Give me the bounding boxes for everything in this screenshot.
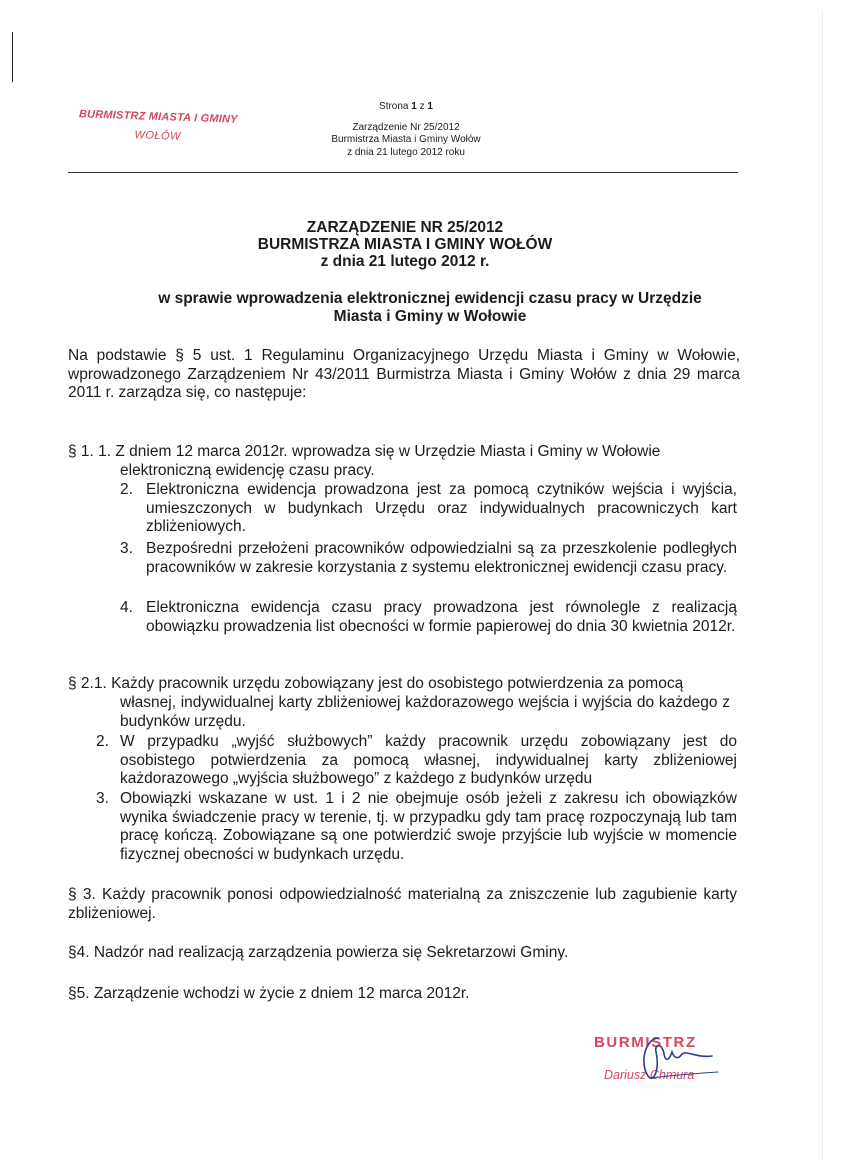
office-stamp	[57, 105, 258, 150]
section-2-point-1-rest: własnej, indywidualnej karty zbliżeniowej każdorazowego wejścia i wyjścia do każdego z budynków urzędu.	[120, 694, 730, 730]
section-1-line1	[68, 443, 748, 462]
intro-paragraph: Na podstawie § 5 ust. 1 Regulaminu Organizacyjnego Urzędu Miasta i Gminy w Wołowie, wprowadzonego Zarządzeniem Nr 43/2011 Burmistrza Miasta i Gminy Wołów z dnia 29 marca 2011 r. zarządza się, co następuje:	[68, 347, 740, 401]
section-4: §4. Nadzór nad realizacją zarządzenia powierza się Sekretarzowi Gminy.	[68, 944, 569, 961]
section-2-point-2: W przypadku „wyjść służbowych” każdy pracownik urzędu zobowiązany jest do osobistego potwierdzenia za pomocą własnej, indywidualnej karty zbliżeniowej każdorazowego „wyjścia służbowego” z każdego z budynków urzędu	[120, 733, 737, 787]
section-2-point-3-number: 3.	[96, 790, 109, 807]
page-indicator: Strona 1 z 1	[379, 101, 433, 112]
section-1-point-4-number: 4.	[120, 599, 133, 616]
section-1-point-1-line2: elektroniczną ewidencję czasu pracy.	[120, 462, 375, 479]
title-line1: ZARZĄDZENIE NR 25/2012	[306, 219, 504, 236]
header-ref-line2: Burmistrza Miasta i Gminy Wołów	[331, 134, 481, 145]
header-meta	[270, 101, 542, 159]
document-subject	[100, 290, 760, 326]
office-stamp-line2: WOŁÓW	[134, 129, 182, 143]
section-3: § 3. Każdy pracownik ponosi odpowiedzialność materialną za zniszczenie lub zagubienie karty zbliżeniowej.	[68, 886, 737, 922]
section-1-point-2-number: 2.	[120, 481, 133, 498]
subject-line2: Miasta i Gminy w Wołowie	[333, 308, 527, 325]
margin-mark	[12, 32, 13, 82]
header-ref-line1: Zarządzenie Nr 25/2012	[352, 121, 460, 133]
subject-line1: w sprawie wprowadzenia elektronicznej ewidencji czasu pracy w Urzędzie	[158, 290, 702, 307]
signature-name: Dariusz Chmura	[604, 1068, 695, 1082]
section-1-point-1-line1: Z dniem 12 marca 2012r. wprowadza się w Urzędzie Miasta i Gminy w Wołowie	[115, 443, 661, 460]
section-2-number: § 2.1.	[68, 675, 107, 692]
section-5: §5. Zarządzenie wchodzi w życie z dniem 12 marca 2012r.	[68, 985, 470, 1002]
section-1-point-3-number: 3.	[120, 540, 133, 557]
header-divider	[68, 172, 738, 173]
title-line3: z dnia 21 lutego 2012 r.	[320, 253, 490, 270]
section-2-point-3: Obowiązki wskazane w ust. 1 i 2 nie obejmuje osób jeżeli z zakresu ich obowiązków wynika świadczenie pracy w terenie, tj. w przypadku gdy tam pracę rozpoczynają lub tam pracę kończą. Zobowiązane są one potwierdzić swoje przyjście lub wyjście w momencie fizycznej obecności w budynkach urzędu.	[120, 790, 737, 863]
title-line2: BURMISTRZA MIASTA I GMINY WOŁÓW	[257, 236, 553, 253]
signature-stamp	[580, 1028, 750, 1098]
section-1-point-2: Elektroniczna ewidencja prowadzona jest za pomocą czytników wejścia i wyjścia, umieszczonych w budynkach Urzędu oraz indywidualnych pracowniczych kart zbliżeniowych.	[146, 481, 737, 535]
scan-edge	[822, 10, 823, 1160]
section-2-line1	[68, 675, 748, 694]
section-2-point-1-line1: Każdy pracownik urzędu zobowiązany jest do osobistego potwierdzenia za pomocą	[111, 675, 684, 692]
section-1-point-3: Bezpośredni przełożeni pracowników odpowiedzialni są za przeszkolenie podległych pracowników w zakresie korzystania z systemu elektronicznej ewidencji czasu pracy.	[146, 540, 737, 576]
office-stamp-line1: BURMISTRZ MIASTA I GMINY	[78, 108, 238, 126]
section-1-number: § 1. 1.	[68, 443, 112, 460]
section-1-point-4: Elektroniczna ewidencja czasu pracy prowadzona jest równolegle z realizacją obowiązku prowadzenia list obecności w formie papierowej do dnia 30 kwietnia 2012r.	[146, 599, 737, 635]
section-2-point-2-number: 2.	[96, 733, 109, 750]
header-ref-line3: z dnia 21 lutego 2012 roku	[347, 146, 465, 158]
handwritten-signature	[600, 1028, 730, 1098]
document-title	[100, 219, 710, 270]
signature-title: BURMISTRZ	[594, 1034, 697, 1051]
